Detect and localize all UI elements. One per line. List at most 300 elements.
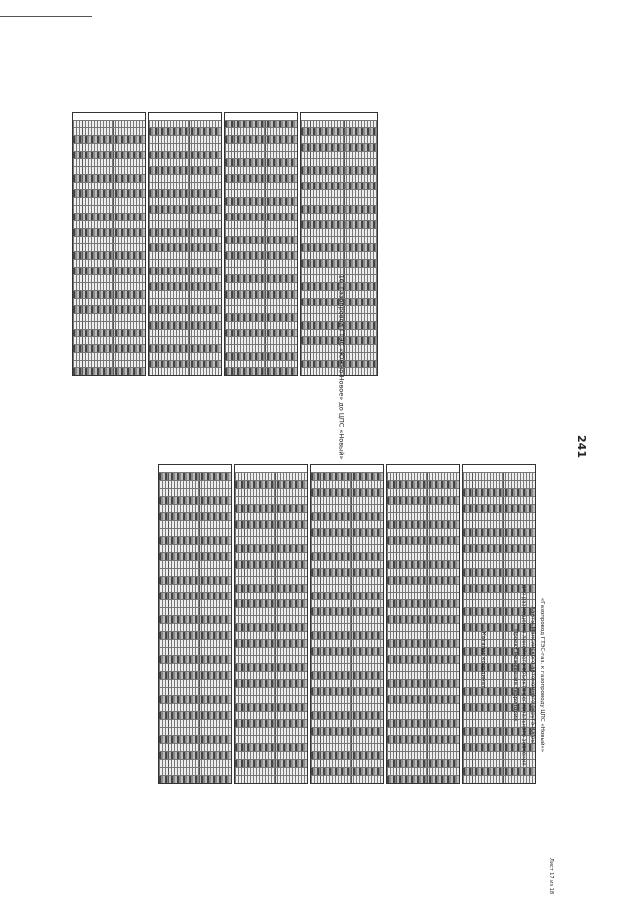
- table-cell: [149, 252, 159, 259]
- table-cell: [276, 529, 307, 536]
- table-cell: [169, 704, 201, 711]
- table-cell: [387, 656, 397, 663]
- table-cell: [301, 252, 311, 259]
- table-cell: [200, 593, 231, 600]
- table-cell: [235, 704, 245, 711]
- table-cell: [245, 640, 277, 647]
- table-cell: [159, 545, 169, 552]
- table-row: [235, 664, 307, 672]
- table-cell: [311, 688, 321, 695]
- table-cell: [428, 640, 459, 647]
- table-cell: [301, 299, 311, 306]
- table-cell: [276, 489, 307, 496]
- table-cell: [276, 561, 307, 568]
- table-cell: [73, 337, 83, 344]
- table-cell: [169, 593, 201, 600]
- table-cell: [235, 190, 267, 197]
- table-row: [311, 608, 383, 616]
- table-cell: [387, 593, 397, 600]
- table-cell: [345, 291, 377, 298]
- table-cell: [245, 521, 277, 528]
- table-row: [387, 712, 459, 720]
- table-cell: [311, 244, 344, 251]
- table-row: [311, 489, 383, 497]
- table-cell: [311, 561, 321, 568]
- table-row: [311, 553, 383, 561]
- title-line-4: «Газопровод ГТЭС-газ. к газопроводу ЦПС «Новый»»: [539, 597, 546, 753]
- table-row: [301, 144, 377, 152]
- table-row: [159, 553, 231, 561]
- table-cell: [352, 664, 383, 671]
- table-cell: [266, 244, 297, 251]
- table-cell: [235, 283, 267, 290]
- table-cell: [321, 752, 353, 759]
- sheet-label: [546, 856, 556, 896]
- table-row: [387, 600, 459, 608]
- table-cell: [73, 322, 83, 329]
- table-cell: [149, 291, 159, 298]
- table-row: [311, 513, 383, 521]
- table-cell: [428, 537, 459, 544]
- table-row: [311, 728, 383, 736]
- table-cell: [225, 244, 235, 251]
- table-row: [301, 198, 377, 206]
- table-cell: [311, 728, 321, 735]
- table-row: [149, 268, 221, 276]
- table-row: [225, 206, 297, 214]
- table-cell: [428, 760, 459, 767]
- table-cell: [169, 481, 201, 488]
- page-top-rule: [0, 16, 92, 17]
- table-cell: [321, 473, 353, 480]
- table-cell: [149, 183, 159, 190]
- table-cell: [311, 553, 321, 560]
- table-cell: [387, 752, 397, 759]
- table-cell: [276, 632, 307, 639]
- table-cell: [463, 545, 473, 552]
- table-cell: [352, 704, 383, 711]
- table-cell: [169, 497, 201, 504]
- table-row: [159, 680, 231, 688]
- table-cell: [352, 712, 383, 719]
- table-cell: [276, 704, 307, 711]
- table-row: [235, 561, 307, 569]
- table-cell: [225, 198, 235, 205]
- table-block-6: [158, 464, 232, 784]
- table-row: [225, 345, 297, 353]
- table-cell: [225, 190, 235, 197]
- table-row: [225, 314, 297, 322]
- table-cell: [352, 728, 383, 735]
- table-cell: [504, 545, 535, 552]
- table-cell: [397, 672, 429, 679]
- table-cell: [397, 712, 429, 719]
- table-cell: [387, 553, 397, 560]
- table-cell: [311, 696, 321, 703]
- table-cell: [387, 545, 397, 552]
- table-row: [225, 252, 297, 260]
- table-cell: [159, 214, 191, 221]
- table-row: [159, 632, 231, 640]
- table-cell: [387, 473, 397, 480]
- table-cell: [463, 561, 473, 568]
- table-cell: [311, 776, 321, 783]
- table-cell: [159, 330, 191, 337]
- table-cell: [463, 553, 473, 560]
- table-cell: [428, 569, 459, 576]
- table-cell: [397, 648, 429, 655]
- table-cell: [159, 728, 169, 735]
- table-cell: [190, 152, 221, 159]
- table-cell: [311, 190, 344, 197]
- table-row: [311, 648, 383, 656]
- table-row: [235, 608, 307, 616]
- table-row: [225, 183, 297, 191]
- table-cell: [321, 664, 353, 671]
- table-row: [149, 306, 221, 314]
- table-row: [159, 712, 231, 720]
- table-cell: [473, 720, 505, 727]
- table-row: [235, 736, 307, 744]
- table-row: [301, 252, 377, 260]
- table-cell: [114, 229, 145, 236]
- table-cell: [311, 481, 321, 488]
- table-cell: [235, 128, 267, 135]
- table-cell: [266, 353, 297, 360]
- table-cell: [387, 600, 397, 607]
- table-cell: [301, 353, 311, 360]
- table-cell: [473, 736, 505, 743]
- table-cell: [235, 244, 267, 251]
- table-row: [301, 167, 377, 175]
- table-cell: [159, 206, 191, 213]
- table-cell: [149, 190, 159, 197]
- table-cell: [473, 473, 505, 480]
- table-row: [225, 190, 297, 198]
- table-cell: [73, 244, 83, 251]
- table-cell: [83, 306, 115, 313]
- table-cell: [463, 577, 473, 584]
- table-row: [301, 237, 377, 245]
- table-cell: [200, 704, 231, 711]
- table-cell: [428, 593, 459, 600]
- table-cell: [352, 744, 383, 751]
- table-cell: [266, 221, 297, 228]
- table-block-3: [224, 112, 298, 376]
- table-cell: [321, 632, 353, 639]
- table-row: [301, 183, 377, 191]
- table-cell: [149, 206, 159, 213]
- table-cell: [276, 593, 307, 600]
- table-cell: [266, 144, 297, 151]
- table-cell: [352, 632, 383, 639]
- table-cell: [225, 159, 235, 166]
- table-row: [235, 537, 307, 545]
- table-row: [159, 688, 231, 696]
- table-cell: [428, 545, 459, 552]
- table-cell: [321, 776, 353, 783]
- table-cell: [276, 768, 307, 775]
- table-cell: [245, 481, 277, 488]
- table-cell: [169, 760, 201, 767]
- table-row: [73, 314, 145, 322]
- table-cell: [114, 175, 145, 182]
- table-cell: [311, 593, 321, 600]
- table-cell: [83, 244, 115, 251]
- table-cell: [321, 537, 353, 544]
- table-row: [159, 624, 231, 632]
- table-cell: [149, 198, 159, 205]
- table-cell: [159, 648, 169, 655]
- table-cell: [352, 481, 383, 488]
- table-cell: [387, 624, 397, 631]
- table-cell: [473, 545, 505, 552]
- table-cell: [301, 314, 311, 321]
- table-cell: [235, 760, 245, 767]
- table-cell: [235, 237, 267, 244]
- table-row: [311, 776, 383, 783]
- table-cell: [345, 206, 377, 213]
- table-cell: [149, 167, 159, 174]
- table-cell: [276, 648, 307, 655]
- table-cell: [463, 648, 473, 655]
- table-cell: [114, 167, 145, 174]
- table-row: [225, 260, 297, 268]
- table-cell: [473, 489, 505, 496]
- table-block-7: [234, 464, 308, 784]
- table-row: [311, 569, 383, 577]
- table-cell: [83, 128, 115, 135]
- table-cell: [301, 345, 311, 352]
- table-row: [387, 672, 459, 680]
- table-cell: [311, 121, 344, 128]
- table-cell: [276, 585, 307, 592]
- table-cell: [311, 656, 321, 663]
- table-cell: [245, 672, 277, 679]
- table-cell: [473, 505, 505, 512]
- table-cell: [397, 616, 429, 623]
- table-cell: [159, 314, 191, 321]
- table-cell: [463, 704, 473, 711]
- table-cell: [387, 529, 397, 536]
- table-cell: [352, 672, 383, 679]
- table-cell: [311, 704, 321, 711]
- table-cell: [149, 345, 159, 352]
- table-cell: [225, 268, 235, 275]
- table-cell: [190, 190, 221, 197]
- table-row: [149, 229, 221, 237]
- table-cell: [428, 768, 459, 775]
- table-cell: [321, 744, 353, 751]
- table-cell: [311, 640, 321, 647]
- table-cell: [266, 306, 297, 313]
- table-row: [149, 291, 221, 299]
- table-cell: [200, 768, 231, 775]
- table-cell: [311, 521, 321, 528]
- table-cell: [235, 776, 245, 783]
- table-cell: [235, 322, 267, 329]
- table-cell: [169, 696, 201, 703]
- table-cell: [235, 672, 245, 679]
- table-row: [149, 353, 221, 361]
- table-cell: [266, 214, 297, 221]
- table-cell: [301, 198, 311, 205]
- table-cell: [149, 136, 159, 143]
- table-cell: [73, 306, 83, 313]
- table-cell: [428, 497, 459, 504]
- table-cell: [83, 322, 115, 329]
- table-cell: [83, 299, 115, 306]
- table-cell: [321, 648, 353, 655]
- table-cell: [387, 616, 397, 623]
- table-cell: [473, 561, 505, 568]
- table-cell: [352, 640, 383, 647]
- table-cell: [73, 268, 83, 275]
- table-cell: [114, 260, 145, 267]
- table-cell: [200, 656, 231, 663]
- table-cell: [190, 252, 221, 259]
- table-cell: [397, 481, 429, 488]
- table-cell: [245, 624, 277, 631]
- table-cell: [276, 497, 307, 504]
- table-cell: [73, 183, 83, 190]
- table-cell: [83, 229, 115, 236]
- table-row: [235, 513, 307, 521]
- table-cell: [301, 175, 311, 182]
- table-cell: [428, 672, 459, 679]
- table-cell: [73, 291, 83, 298]
- table-cell: [190, 121, 221, 128]
- table-cell: [245, 744, 277, 751]
- table-cell: [235, 159, 267, 166]
- table-cell: [276, 537, 307, 544]
- table-cell: [266, 183, 297, 190]
- table-cell: [352, 680, 383, 687]
- table-cell: [311, 760, 321, 767]
- table-cell: [190, 144, 221, 151]
- table-cell: [225, 275, 235, 282]
- table-row: [225, 275, 297, 283]
- table-cell: [200, 616, 231, 623]
- table-cell: [200, 736, 231, 743]
- table-cell: [73, 368, 83, 375]
- table-cell: [200, 513, 231, 520]
- table-cell: [352, 489, 383, 496]
- table-row: [225, 368, 297, 375]
- table-row: [73, 175, 145, 183]
- table-row: [387, 489, 459, 497]
- table-cell: [387, 497, 397, 504]
- table-cell: [73, 152, 83, 159]
- table-cell: [321, 585, 353, 592]
- table-cell: [301, 306, 311, 313]
- table-cell: [345, 152, 377, 159]
- table-cell: [352, 513, 383, 520]
- table-row: [387, 696, 459, 704]
- table-row: [235, 640, 307, 648]
- table-cell: [301, 275, 311, 282]
- table-cell: [352, 656, 383, 663]
- table-row: [225, 128, 297, 136]
- table-cell: [190, 345, 221, 352]
- table-cell: [169, 513, 201, 520]
- table-cell: [159, 513, 169, 520]
- table-row: [159, 529, 231, 537]
- table-cell: [387, 720, 397, 727]
- table-row: [387, 465, 459, 473]
- table-cell: [149, 175, 159, 182]
- table-cell: [397, 608, 429, 615]
- table-row: [235, 521, 307, 529]
- table-cell: [114, 190, 145, 197]
- table-cell: [149, 283, 159, 290]
- table-cell: [463, 513, 473, 520]
- table-cell: [159, 569, 169, 576]
- table-cell: [311, 736, 321, 743]
- table-cell: [352, 561, 383, 568]
- table-cell: [301, 183, 311, 190]
- table-cell: [428, 513, 459, 520]
- table-row: [159, 537, 231, 545]
- table-cell: [159, 244, 191, 251]
- table-cell: [149, 237, 159, 244]
- table-row: [311, 624, 383, 632]
- table-cell: [169, 577, 201, 584]
- table-cell: [504, 489, 535, 496]
- table-cell: [245, 553, 277, 560]
- table-cell: [235, 291, 267, 298]
- table-row: [463, 545, 535, 553]
- table-cell: [235, 561, 245, 568]
- table-cell: [159, 361, 191, 368]
- table-cell: [235, 275, 267, 282]
- table-cell: [190, 128, 221, 135]
- table-cell: [463, 736, 473, 743]
- table-cell: [235, 353, 267, 360]
- table-cell: [387, 521, 397, 528]
- table-cell: [73, 206, 83, 213]
- table-cell: [159, 537, 169, 544]
- table-row: [159, 776, 231, 783]
- table-cell: [345, 136, 377, 143]
- table-cell: [159, 159, 191, 166]
- table-cell: [159, 252, 191, 259]
- table-cell: [235, 545, 245, 552]
- table-cell: [266, 314, 297, 321]
- table-cell: [428, 624, 459, 631]
- table-cell: [149, 353, 159, 360]
- table-cell: [428, 656, 459, 663]
- table-cell: [321, 497, 353, 504]
- table-cell: [159, 688, 169, 695]
- table-row: [235, 473, 307, 481]
- table-cell: [345, 244, 377, 251]
- table-cell: [159, 616, 169, 623]
- table-row: [159, 728, 231, 736]
- table-cell: [169, 736, 201, 743]
- table-cell: [301, 206, 311, 213]
- table-cell: [200, 608, 231, 615]
- table-cell: [387, 704, 397, 711]
- table-row: [235, 624, 307, 632]
- table-cell: [428, 616, 459, 623]
- table-cell: [397, 680, 429, 687]
- table-row: [149, 167, 221, 175]
- table-cell: [200, 577, 231, 584]
- page-number: 241: [574, 435, 588, 458]
- table-row: [225, 299, 297, 307]
- table-cell: [235, 345, 267, 352]
